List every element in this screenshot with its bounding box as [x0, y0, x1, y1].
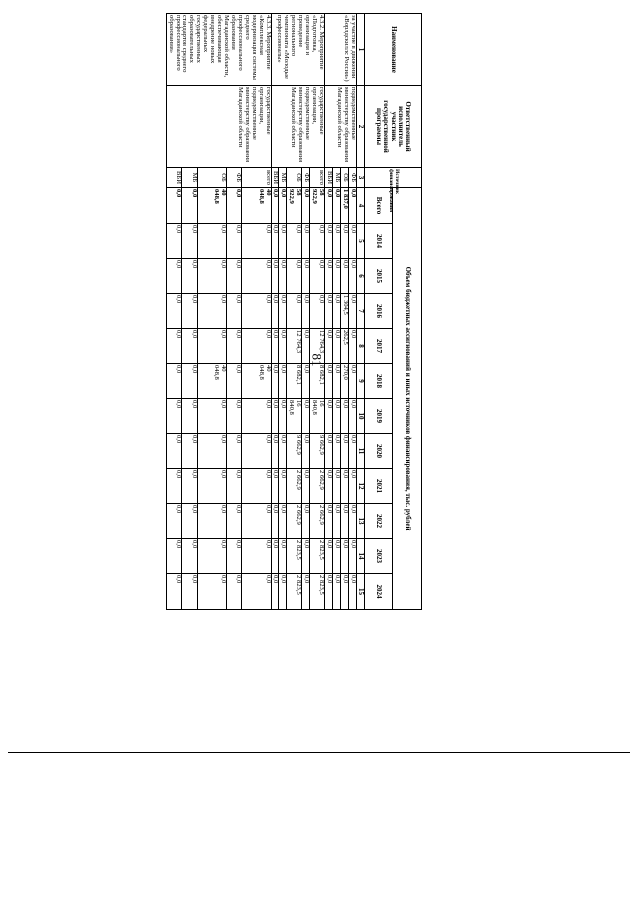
column-number: 13	[356, 504, 364, 539]
row-value: 0,0	[348, 224, 356, 259]
row-value: 0,0	[348, 504, 356, 539]
row-value: 0,0	[226, 224, 242, 259]
row-value: 0,0	[348, 539, 356, 574]
row-value: 0,0	[324, 469, 332, 504]
row-value: 58 922,9	[310, 188, 325, 224]
column-number: 9	[356, 364, 364, 399]
row-value: 0,0	[279, 539, 287, 574]
row-value: 0,0	[348, 329, 356, 364]
row-value: 40 048,8	[242, 188, 271, 224]
header-source: Источник финансирования	[365, 168, 422, 188]
row-value: 0,0	[324, 504, 332, 539]
row-value: 0,0	[271, 574, 279, 610]
header-year: 2019	[365, 399, 394, 434]
row-value: 0,0	[302, 364, 310, 399]
row-value: 0,0	[302, 329, 310, 364]
row-value: 0,0	[279, 504, 287, 539]
row-value: 0,0	[287, 294, 302, 329]
row-value: 0,0	[242, 294, 271, 329]
row-value: 40 048,8	[242, 364, 271, 399]
row-value: 2 823,5	[310, 574, 325, 610]
row-value: 0,0	[310, 259, 325, 294]
rotated-table-container	[92, 13, 422, 609]
row-value: 16 840,8	[287, 399, 302, 434]
row-value: 0,0	[302, 188, 310, 224]
row-value: 0,0	[226, 364, 242, 399]
row-value: 0,0	[348, 259, 356, 294]
row-value: 0,0	[271, 224, 279, 259]
row-value: 16 840,8	[310, 399, 325, 434]
row-executor: государственные организации, подведомственные министерству образования Магаданской области	[166, 86, 271, 168]
row-value: 0,0	[226, 469, 242, 504]
table-row	[242, 14, 271, 610]
row-value: 0,0	[182, 434, 198, 469]
row-value: 0,0	[197, 574, 226, 610]
row-value: 0,0	[348, 399, 356, 434]
column-number: 3	[356, 168, 364, 188]
row-value: 0,0	[310, 224, 325, 259]
bottom-rule	[8, 752, 630, 753]
row-value: 40 048,8	[197, 188, 226, 224]
column-number: 8	[356, 329, 364, 364]
header-year: 2018	[365, 364, 394, 399]
header-total: Всего	[365, 188, 394, 224]
row-value: 0,0	[242, 329, 271, 364]
row-value: 0,0	[279, 399, 287, 434]
row-value: 0,0	[324, 574, 332, 610]
row-source: МБ	[182, 168, 198, 188]
row-value: 0,0	[182, 364, 198, 399]
row-value: 0,0	[166, 294, 182, 329]
row-value: 0,0	[166, 504, 182, 539]
column-number: 6	[356, 259, 364, 294]
row-value: 0,0	[302, 574, 310, 610]
row-value: 0,0	[271, 259, 279, 294]
row-value: 0,0	[182, 329, 198, 364]
table-row	[310, 14, 325, 610]
row-value: 0,0	[197, 294, 226, 329]
row-value: 40 048,8	[197, 364, 226, 399]
row-value: 0,0	[332, 329, 340, 364]
row-source: всего	[310, 168, 325, 188]
row-value: 0,0	[332, 469, 340, 504]
row-value: 0,0	[242, 574, 271, 610]
column-number: 4	[356, 188, 364, 224]
row-value: 0,0	[340, 224, 348, 259]
row-value: 0,0	[279, 259, 287, 294]
row-value: 0,0	[348, 188, 356, 224]
row-value: 0,0	[324, 539, 332, 574]
row-source: ВБИ	[166, 168, 182, 188]
header-year: 2020	[365, 434, 394, 469]
row-value: 9 662,9	[310, 434, 325, 469]
row-value: 0,0	[197, 399, 226, 434]
row-value: 0,0	[332, 259, 340, 294]
row-value: 0,0	[166, 539, 182, 574]
row-value: 0,0	[197, 329, 226, 364]
row-source: ОБ	[287, 168, 302, 188]
row-value: 0,0	[166, 259, 182, 294]
row-value: 0,0	[340, 469, 348, 504]
row-value: 0,0	[271, 434, 279, 469]
row-value: 0,0	[332, 188, 340, 224]
row-value: 0,0	[182, 504, 198, 539]
row-value: 2 662,9	[310, 469, 325, 504]
row-value: 0,0	[226, 259, 242, 294]
row-value: 0,0	[279, 224, 287, 259]
row-value: 0,0	[340, 504, 348, 539]
row-value: 0,0	[302, 469, 310, 504]
row-value: 0,0	[166, 224, 182, 259]
header-volume: Объем бюджетных ассигнований и иных источников финансирования, тыс. рублей	[393, 188, 422, 610]
row-value: 0,0	[271, 188, 279, 224]
row-value: 2 662,9	[287, 469, 302, 504]
row-value: 0,0	[182, 574, 198, 610]
header-year: 2023	[365, 539, 394, 574]
row-value: 0,0	[242, 469, 271, 504]
row-value: 0,0	[302, 259, 310, 294]
row-value: 0,0	[332, 504, 340, 539]
row-value: 0,0	[226, 574, 242, 610]
row-value: 0,0	[348, 574, 356, 610]
row-value: 0,0	[166, 188, 182, 224]
row-value: 0,0	[302, 434, 310, 469]
row-source: ОБ	[197, 168, 226, 188]
header-year: 2017	[365, 329, 394, 364]
row-value: 0,0	[226, 539, 242, 574]
row-value: 2 823,5	[310, 539, 325, 574]
row-source: ВБИ	[271, 168, 279, 188]
row-value: 0,0	[340, 539, 348, 574]
header-year: 2015	[365, 259, 394, 294]
column-number: 12	[356, 469, 364, 504]
row-value: 0,0	[226, 294, 242, 329]
row-value: 0,0	[340, 259, 348, 294]
row-value: 262,5	[340, 329, 348, 364]
row-value: 0,0	[242, 504, 271, 539]
row-value: 0,0	[332, 434, 340, 469]
column-number: 14	[356, 539, 364, 574]
row-value: 0,0	[279, 188, 287, 224]
row-value: 0,0	[332, 294, 340, 329]
row-value: 1 837,0	[340, 188, 348, 224]
row-value: 0,0	[182, 539, 198, 574]
row-value: 0,0	[226, 504, 242, 539]
row-value: 2 823,5	[287, 539, 302, 574]
row-value: 0,0	[166, 364, 182, 399]
row-source: ВБИ	[324, 168, 332, 188]
row-value: 0,0	[302, 399, 310, 434]
row-value: 0,0	[340, 399, 348, 434]
row-value: 0,0	[226, 434, 242, 469]
row-value: 0,0	[166, 399, 182, 434]
row-value: 0,0	[271, 294, 279, 329]
row-value: 0,0	[302, 504, 310, 539]
row-value: 0,0	[324, 188, 332, 224]
row-value: 0,0	[182, 294, 198, 329]
row-value: 0,0	[197, 224, 226, 259]
row-value: 0,0	[271, 329, 279, 364]
row-value: 2 662,9	[310, 504, 325, 539]
row-value: 0,0	[271, 364, 279, 399]
row-value: 0,0	[332, 224, 340, 259]
row-value: 0,0	[271, 504, 279, 539]
row-value: 0,0	[348, 434, 356, 469]
row-value: 0,0	[242, 539, 271, 574]
row-value: 0,0	[324, 364, 332, 399]
row-value: 12 764,3	[287, 329, 302, 364]
row-source: МБ	[279, 168, 287, 188]
row-value: 12 764,3	[310, 329, 325, 364]
row-source: ФБ	[348, 168, 356, 188]
column-number: 2	[356, 86, 364, 168]
row-value: 0,0	[324, 224, 332, 259]
row-source: ФБ	[302, 168, 310, 188]
row-executor: государственные организации, подведомственные министерству образования Магаданской области	[271, 86, 324, 168]
row-value: 0,0	[348, 294, 356, 329]
financing-table	[166, 13, 422, 610]
row-value: 1 304,5	[340, 294, 348, 329]
row-value: 0,0	[324, 259, 332, 294]
row-source: всего	[242, 168, 271, 188]
row-name: 4.3.2. Мероприятие «Подготовка, организация и проведение регионального чемпионата «Молодые профессионалы»	[271, 14, 324, 86]
row-value: 0,0	[340, 434, 348, 469]
row-value: 0,0	[197, 504, 226, 539]
row-value: 0,0	[166, 574, 182, 610]
row-value: 0,0	[182, 224, 198, 259]
column-number: 7	[356, 294, 364, 329]
row-value: 0,0	[324, 294, 332, 329]
row-value: 0,0	[226, 329, 242, 364]
row-value: 0,0	[302, 539, 310, 574]
row-value: 0,0	[166, 469, 182, 504]
column-number: 1	[356, 14, 364, 86]
row-value: 0,0	[242, 224, 271, 259]
table-row	[348, 14, 356, 610]
row-value: 0,0	[226, 188, 242, 224]
row-value: 9 662,9	[287, 434, 302, 469]
row-value: 0,0	[166, 434, 182, 469]
row-value: 0,0	[279, 294, 287, 329]
row-value: 0,0	[302, 224, 310, 259]
row-value: 0,0	[287, 224, 302, 259]
header-year: 2024	[365, 574, 394, 610]
row-value: 58 922,9	[287, 188, 302, 224]
row-value: 0,0	[302, 294, 310, 329]
row-value: 0,0	[332, 399, 340, 434]
row-value: 0,0	[348, 469, 356, 504]
row-value: 0,0	[332, 539, 340, 574]
row-value: 0,0	[197, 434, 226, 469]
row-value: 0,0	[182, 188, 198, 224]
row-value: 0,0	[166, 329, 182, 364]
row-value: 0,0	[279, 574, 287, 610]
row-name: за участие в движении «Ворлдскиллс Россия»)	[324, 14, 356, 86]
header-year: 2022	[365, 504, 394, 539]
row-executor: подведомственные министерству образования Магаданской области	[324, 86, 356, 168]
row-value: 0,0	[182, 469, 198, 504]
row-value: 0,0	[242, 259, 271, 294]
row-value: 0,0	[242, 434, 271, 469]
row-value: 0,0	[197, 469, 226, 504]
header-executor: Ответственный исполнитель участник государственной программы	[365, 86, 422, 168]
column-number: 5	[356, 224, 364, 259]
row-value: 0,0	[324, 399, 332, 434]
header-year: 2021	[365, 469, 394, 504]
row-source: МБ	[332, 168, 340, 188]
row-value: 0,0	[271, 399, 279, 434]
header-name: Наименование	[365, 14, 422, 86]
row-value: 0,0	[197, 259, 226, 294]
row-value: 0,0	[226, 399, 242, 434]
row-value: 0,0	[182, 259, 198, 294]
row-value: 8 682,1	[310, 364, 325, 399]
header-year: 2016	[365, 294, 394, 329]
row-value: 0,0	[279, 329, 287, 364]
row-source: ФБ	[226, 168, 242, 188]
row-value: 8 682,1	[287, 364, 302, 399]
row-value: 2 662,9	[287, 504, 302, 539]
row-value: 270,0	[340, 364, 348, 399]
column-number: 15	[356, 574, 364, 610]
row-value: 2 823,5	[287, 574, 302, 610]
row-value: 0,0	[348, 364, 356, 399]
row-value: 0,0	[279, 434, 287, 469]
row-value: 0,0	[324, 329, 332, 364]
page-number: 81	[309, 353, 325, 367]
row-value: 0,0	[324, 434, 332, 469]
row-value: 0,0	[197, 539, 226, 574]
row-name: 4.3.3. Мероприятие «Комплексная модернизация системы среднего профессионального образования Магаданской области, обеспечивающая внедрение новых федеральных государственных образовательных стандартов среднего профессионального образования»	[166, 14, 271, 86]
row-value: 0,0	[279, 364, 287, 399]
row-value: 0,0	[271, 539, 279, 574]
row-value: 0,0	[242, 399, 271, 434]
header-year: 2014	[365, 224, 394, 259]
row-value: 0,0	[332, 364, 340, 399]
column-number: 10	[356, 399, 364, 434]
row-value: 0,0	[287, 259, 302, 294]
row-value: 0,0	[340, 574, 348, 610]
column-number: 11	[356, 434, 364, 469]
row-source: ОБ	[340, 168, 348, 188]
row-value: 0,0	[310, 294, 325, 329]
row-value: 0,0	[332, 574, 340, 610]
row-value: 0,0	[182, 399, 198, 434]
row-value: 0,0	[279, 469, 287, 504]
row-value: 0,0	[271, 469, 279, 504]
